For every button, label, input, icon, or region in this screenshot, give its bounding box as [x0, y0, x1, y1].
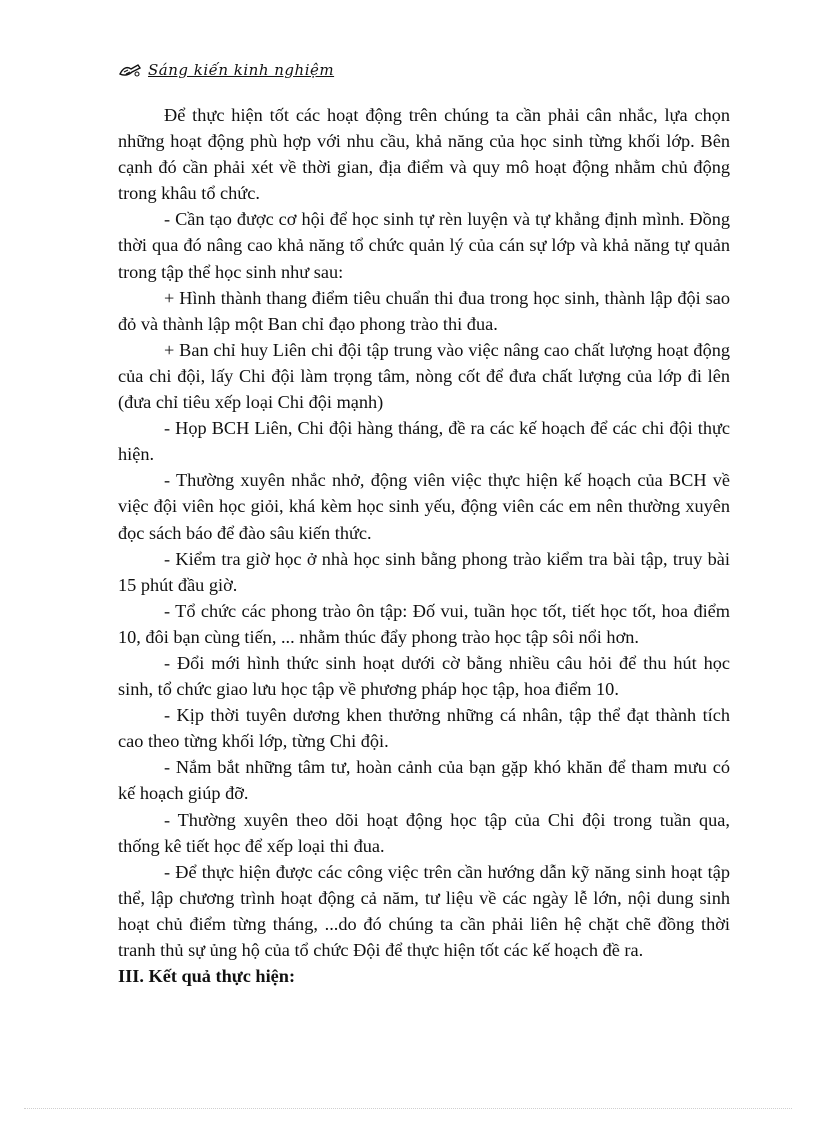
paragraph: - Cần tạo được cơ hội để học sinh tự rèn luyện và tự khẳng định mình. Đồng thời qua đó nâng cao khả năng tổ chức quản lý của cán sự lớp và khả năng tự quản trong tập thể học sinh như sau: — [118, 209, 730, 282]
paragraph: - Thường xuyên theo dõi hoạt động học tập của Chi đội trong tuần qua, thống kê tiết học để xếp loại thi đua. — [118, 809, 730, 856]
page-header — [118, 56, 378, 84]
section-heading: III. Kết quả thực hiện: — [118, 966, 296, 987]
footer-divider — [24, 1108, 792, 1109]
header-title: Sáng kiến kinh nghiệm — [148, 61, 335, 79]
paragraph: Để thực hiện tốt các hoạt động trên chúng ta cần phải cân nhắc, lựa chọn những hoạt động phù hợp với nhu cầu, khả năng của học sinh từng khối lớp. Bên cạnh đó cần phải xét về thời gian, địa điểm và quy mô hoạt động nhằm chủ động trong khâu tổ chức. — [118, 105, 730, 204]
paragraph: - Kịp thời tuyên dương khen thưởng những cá nhân, tập thể đạt thành tích cao theo từng khối lớp, từng Chi đội. — [118, 705, 730, 752]
hand-writing-icon — [118, 60, 142, 80]
paragraph: - Thường xuyên nhắc nhở, động viên việc thực hiện kế hoạch của BCH về việc đội viên học giỏi, khá kèm học sinh yếu, động viên các em nên thường xuyên đọc sách báo để đào sâu kiến thức. — [118, 470, 730, 543]
paragraph: - Đổi mới hình thức sinh hoạt dưới cờ bằng nhiều câu hỏi để thu hút học sinh, tổ chức giao lưu học tập về phương pháp học tập, hoa điểm 10. — [118, 652, 730, 700]
paragraph: - Để thực hiện được các công việc trên cần hướng dẫn kỹ năng sinh hoạt tập thể, lập chương trình hoạt động cả năm, tư liệu về các ngày lễ lớn, nội dung sinh hoạt chủ điểm từng tháng, ...do đó chúng ta cần phải liên hệ chặt chẽ đồng thời tranh thủ sự ủng hộ của tổ chức Đội để thực hiện tốt các kế hoạch đề ra. — [118, 861, 730, 960]
paragraph: + Hình thành thang điểm tiêu chuẩn thi đua trong học sinh, thành lập đội sao đỏ và thành lập một Ban chỉ đạo phong trào thi đua. — [118, 287, 730, 334]
paragraph: + Ban chỉ huy Liên chi đội tập trung vào việc nâng cao chất lượng hoạt động của chi đội, lấy Chi đội làm trọng tâm, nòng cốt để đưa chất lượng của lớp đi lên (đưa chỉ tiêu xếp loại Chi đội mạnh) — [118, 339, 730, 413]
paragraph: - Kiểm tra giờ học ở nhà học sinh bằng phong trào kiểm tra bài tập, truy bài 15 phút đầu giờ. — [118, 548, 730, 595]
paragraph: - Nắm bắt những tâm tư, hoàn cảnh của bạn gặp khó khăn để tham mưu có kế hoạch giúp đỡ. — [118, 757, 730, 804]
paragraph: - Tổ chức các phong trào ôn tập: Đố vui, tuần học tốt, tiết học tốt, hoa điểm 10, đôi bạn cùng tiến, ... nhằm thúc đẩy phong trào học tập sôi nổi hơn. — [118, 600, 730, 647]
document-body — [118, 102, 730, 989]
paragraph: - Họp BCH Liên, Chi đội hàng tháng, đề ra các kế hoạch để các chi đội thực hiện. — [118, 418, 730, 465]
